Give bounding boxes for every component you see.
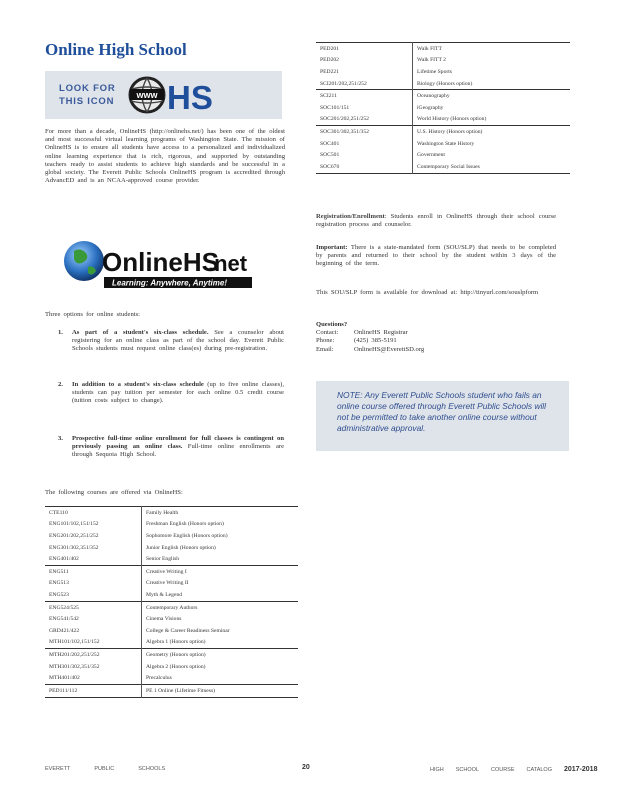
option-3 (58, 435, 284, 460)
course-name: Biology (Honors option) (417, 80, 473, 87)
course-row (45, 565, 298, 577)
footer-word: PUBLIC (94, 766, 115, 772)
email-label: Email: (316, 345, 334, 353)
course-row (45, 578, 298, 590)
footer-word: SCHOOL (455, 767, 479, 773)
course-row (45, 589, 298, 601)
courses-table-right (316, 42, 570, 174)
footer-left (45, 766, 165, 772)
course-code: PED221 (316, 66, 413, 78)
course-name: Algebra 2 (Honors option) (146, 663, 206, 670)
course-name: iGeography (417, 104, 444, 111)
course-name: Oceanography (413, 90, 571, 102)
course-name: Algebra 1 (Honors option) (146, 639, 206, 646)
course-row (45, 684, 298, 697)
course-name: Creative Writing II (146, 580, 189, 587)
course-name: U.S. History (Honors option) (413, 126, 571, 138)
course-code: ENG523 (45, 589, 142, 601)
banner-tagline: Learning: Anywhere, Anytime! (112, 278, 227, 288)
page-title: Online High School (45, 40, 187, 59)
banner-name: OnlineHS (102, 247, 220, 277)
course-row (316, 78, 570, 90)
option-text: Full-time online enrollments are through Sequoia High School. (72, 443, 284, 459)
course-code: ENG524/525 (45, 601, 142, 613)
option-text: (up to five online classes), students can pay tuition per semester for each online 0.5 credit course (tuition costs subject to change). (72, 381, 284, 405)
course-row (316, 55, 570, 67)
course-name: Government (417, 152, 445, 159)
questions-block (316, 321, 556, 354)
important-paragraph (316, 244, 556, 269)
contact-value: OnlineHS Registrar (354, 329, 408, 337)
course-row (316, 43, 570, 55)
questions-label: Questions? (316, 321, 348, 328)
option-1 (58, 329, 284, 354)
footer-page-number (302, 764, 310, 771)
course-row (316, 161, 570, 173)
course-name: Creative Writing I (142, 565, 299, 577)
course-name: Sophomore English (Honors option) (146, 532, 228, 539)
note-text: NOTE: Any Everett Public Schools student who fails an online course offered through Everett Public Schools will not be permitted to take another online course without administrative approval. (337, 390, 547, 433)
course-row (45, 661, 298, 673)
course-code: SOC101/151 (316, 102, 413, 114)
onlinehs-banner-logo (62, 233, 262, 295)
option-heading: Prospective full-time online enrollment for full classes is contingent on previously passing an online class. (72, 435, 284, 451)
course-name: Family Health (142, 507, 299, 519)
footer-word: EVERETT (45, 766, 71, 772)
course-code: SCI211 (316, 90, 413, 102)
course-code: ENG201/202,251/252 (45, 530, 142, 542)
page-number: 20 (302, 764, 310, 771)
course-name: College & Career Readiness Seminar (146, 627, 230, 634)
option-text: See a counselor about registering for an online class as part of the school day. Everett Public Schools students must request online class(es) during pre-registration. (72, 329, 284, 353)
course-code: ENG301/302,351/352 (45, 542, 142, 554)
course-row (45, 519, 298, 531)
option-heading: As part of a student's six-class schedule. (72, 329, 209, 336)
contact-label: Contact: (316, 329, 339, 337)
course-name: Senior English (146, 556, 180, 563)
footer-right (430, 766, 597, 773)
course-name: Junior English (Honors option) (146, 544, 216, 551)
course-row (316, 66, 570, 78)
look-for-box (45, 71, 282, 119)
option-number: 1. (58, 329, 63, 336)
course-code: SCI201/202,251/252 (316, 78, 413, 90)
course-row (45, 649, 298, 661)
course-row (316, 126, 570, 138)
registration-paragraph (316, 213, 556, 229)
course-row (45, 553, 298, 565)
course-name: Cinema Visions (146, 616, 182, 623)
course-name: Myth & Legend (146, 591, 183, 598)
email-link[interactable]: OnlineHS@EverettSD.org (354, 345, 425, 353)
registration-text: : Students enroll in OnlineHS through their school course registration process and counselor. (316, 213, 556, 229)
course-name: Freshman English (Honors option) (146, 521, 224, 528)
course-code: ENG513 (45, 578, 142, 590)
important-label: Important: (316, 244, 348, 251)
look-for-label: LOOK FOR THIS ICON (59, 83, 116, 107)
course-row (45, 613, 298, 625)
course-code: SOC301/302,351/352 (316, 126, 413, 138)
footer-word: CATALOG (526, 767, 552, 773)
important-text: There is a state-mandated form (SOU/SLP) that needs to be completed by parents and returned to their school by the student within 3 days of the beginning of the term. (316, 244, 556, 268)
onlinehs-icon (127, 75, 257, 115)
course-name: Walk FITT 2 (417, 57, 446, 64)
course-code: MTH301/302,351/352 (45, 661, 142, 673)
course-code: ENG541/542 (45, 613, 142, 625)
course-code: PED201 (316, 43, 413, 55)
courses-intro: The following courses are offered via OnlineHS: (45, 489, 183, 496)
footer-word: SCHOOLS (138, 766, 166, 772)
course-code: PED111/112 (45, 684, 142, 697)
course-name: World History (Honors option) (417, 116, 487, 123)
courses-table-left (45, 506, 298, 698)
phone-value: (425) 385-5191 (354, 337, 397, 345)
course-name: Precalculus (146, 675, 172, 682)
footer-word: COURSE (490, 767, 515, 773)
banner-tld: .net (208, 251, 248, 276)
course-code: ENG101/102,151/152 (45, 519, 142, 531)
icon-hs-text: HS (167, 79, 213, 115)
course-code: SOC501 (316, 149, 413, 161)
course-row (45, 507, 298, 519)
course-code: MTH401/402 (45, 672, 142, 684)
course-row (316, 149, 570, 161)
phone-label: Phone: (316, 337, 335, 345)
course-row (45, 542, 298, 554)
course-name: Lifetime Sports (417, 68, 452, 75)
intro-paragraph: For more than a decade, OnlineHS (http://onlinehs.net/) has been one of the oldest and most successful virtual learning programs of Washington State. The mission of OnlineHS is to ensure all students have access to a personalized and individualized online learning experience that is rich, rigorous, and supported by outstanding teachers ready to assist students to achieve high standards and be successful in a global society. The Everett Public Schools OnlineHS program is accredited through AdvancED and is an NCAA-approved course provider. (45, 128, 285, 185)
options-intro: Three options for online students: (45, 311, 140, 318)
course-name: Walk FITT (413, 43, 571, 55)
course-row (45, 530, 298, 542)
option-number: 3. (58, 435, 63, 442)
course-code: MTH101/102,151/152 (45, 637, 142, 649)
course-row (316, 90, 570, 102)
option-heading: In addition to a student's six-class schedule (72, 381, 204, 388)
course-code: CTE110 (45, 507, 142, 519)
course-row (45, 601, 298, 613)
course-row (316, 102, 570, 114)
course-code: SOC670 (316, 161, 413, 173)
course-name: PE 1 Online (Lifetime Fitness) (142, 684, 299, 697)
course-row (45, 637, 298, 649)
course-code: PED202 (316, 55, 413, 67)
course-name: Contemporary Social Issues (417, 163, 480, 170)
course-code: ENG401/402 (45, 553, 142, 565)
registration-label: Registration/Enrollment (316, 213, 385, 220)
course-row (45, 672, 298, 684)
course-name: Geometry (Honors option) (142, 649, 299, 661)
sou-form-paragraph: This SOU/SLP form is available for download at: http://tinyurl.com/souslpform (316, 289, 539, 296)
course-name: Washington State History (417, 140, 475, 147)
note-box (316, 381, 569, 451)
course-row (316, 114, 570, 126)
option-2 (58, 381, 284, 406)
course-code: ENG511 (45, 565, 142, 577)
icon-www-text: www (136, 90, 158, 100)
course-row (45, 625, 298, 637)
footer-word: HIGH (430, 767, 444, 773)
course-row (316, 138, 570, 150)
course-name: Contemporary Authors (142, 601, 299, 613)
option-number: 2. (58, 381, 63, 388)
course-code: SOC401 (316, 138, 413, 150)
footer-word: 2017-2018 (563, 766, 598, 773)
course-code: GRD421/422 (45, 625, 142, 637)
course-code: SOC201/202,251/252 (316, 114, 413, 126)
course-code: MTH201/202,251/252 (45, 649, 142, 661)
